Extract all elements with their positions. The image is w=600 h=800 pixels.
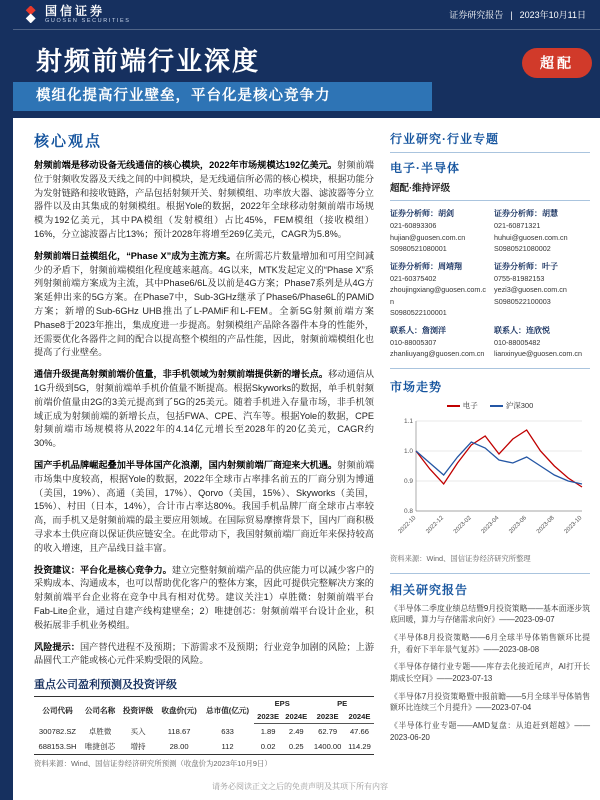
- chart-series-电子: [416, 430, 582, 487]
- analyst-phone: 0755-81982153: [494, 274, 545, 284]
- industry-sector: 电子·半导体: [390, 161, 460, 175]
- analyst-phone: 010-88005482: [494, 338, 541, 348]
- analyst-cert: S0980521080001: [390, 243, 447, 253]
- analyst-role-name: 证券分析师：胡慧: [494, 209, 558, 218]
- table-header-row: [34, 697, 374, 711]
- analyst-phone: 021-60893306: [390, 221, 437, 231]
- title-block: [0, 30, 600, 118]
- analysts-grid: [390, 208, 590, 369]
- table-cell: 增持: [119, 739, 157, 755]
- chart-x-tick-label: 2022-10: [397, 514, 418, 535]
- table-year-header-cell: 2023E: [254, 710, 282, 724]
- table-cell: 买入: [130, 726, 146, 736]
- legend-dash: [447, 405, 460, 407]
- related-list: [390, 603, 590, 744]
- table-header-cell: 公司代码: [34, 697, 81, 724]
- analyst-role-name: 联系人：连欣悦: [494, 325, 550, 335]
- industry-category: 行业研究·行业专题: [390, 130, 590, 153]
- table-cell: 688153.SH: [34, 739, 81, 755]
- table-cell: 0.02: [254, 739, 282, 755]
- analyst-email: zhanliuyang@guosen.com.cn: [390, 349, 485, 359]
- legend-dash: [490, 405, 503, 407]
- table-cell: 62.79: [318, 726, 338, 736]
- related-report-item: 《半导体7月投资策略暨中报前瞻——5月全球半导体销售额环比连续三个月提升》——2023-07-04: [390, 691, 590, 713]
- related-report-item: 《半导体存储行业专题——库存去化接近尾声，AI打开长期成长空间》——2023-07-13: [390, 662, 590, 684]
- chart-source-note: 资料来源：Wind、国信证券经济研究所整理: [390, 553, 531, 563]
- chart-y-tick-label: 0.8: [403, 507, 413, 515]
- table-year-header-cell: 2024E: [282, 710, 310, 724]
- analyst-phone: 021-60871321: [494, 221, 541, 231]
- report-paragraph: 风险提示：国产替代进程不及预期；下游需求不及预期；行业竞争加剧的风险；上游晶圆代工产能或核心元件采购受限的风险。: [34, 641, 375, 666]
- table-cell: 28.00: [157, 739, 201, 755]
- analyst-role-name: 证券分析师：叶子: [494, 261, 558, 271]
- analyst-email: yezi3@guosen.com.cn: [494, 285, 567, 295]
- chart-y-tick-label: 1.0: [403, 447, 413, 455]
- analyst-entry: [390, 208, 486, 254]
- analyst-role-name: 证券分析师：周靖翔: [390, 261, 462, 271]
- paragraph-lead: 射频前端日益模组化，“Phase X”成为主流方案。: [34, 250, 236, 261]
- content: [0, 118, 600, 769]
- table-cell: 112: [201, 739, 254, 755]
- chart-y-tick-label: 1.1: [403, 417, 413, 425]
- chart-x-tick-label: 2023-10: [563, 514, 584, 535]
- table-cell: 1.89: [260, 726, 276, 736]
- analyst-entry: [494, 261, 590, 318]
- rating-badge: 超配: [522, 48, 592, 78]
- top-header-bar: [0, 0, 600, 30]
- table-cell: 47.66: [349, 726, 369, 736]
- related-reports-heading: 相关研究报告: [390, 573, 590, 598]
- paragraph-lead: 国产手机品牌崛起叠加半导体国产化浪潮，国内射频前端厂商迎来大机遇。: [34, 459, 338, 470]
- analyst-entry: [494, 325, 590, 360]
- market-chart-svg: [390, 413, 588, 547]
- chart-x-tick-label: 2023-06: [508, 514, 529, 535]
- meta-separator: |: [510, 9, 513, 20]
- analyst-email: zhoujingxiang@guosen.com.cn: [390, 285, 486, 306]
- analyst-email: hujian@guosen.com.cn: [390, 232, 466, 242]
- chart-series-沪深300: [416, 442, 582, 484]
- related-report-item: 《半导体8月投资策略——6月全球半导体销售额环比提升，看好下半年景气复苏》——2023-08-08: [390, 632, 590, 654]
- table-header-cell: 投资评级: [119, 697, 157, 724]
- analyst-role-name: 联系人：詹浏洋: [390, 325, 446, 335]
- sidebar: [390, 130, 590, 769]
- left-accent-strip: [0, 0, 13, 800]
- paragraph-lead: 射频前端是移动设备无线通信的核心模块，2022年市场规模达192亿美元。: [34, 160, 338, 170]
- table-year-header-cell: 2023E: [310, 710, 345, 724]
- table-cell: 114.29: [345, 739, 374, 755]
- guosen-logo-icon: [22, 6, 39, 23]
- rating-line: 超配·维持评级: [390, 180, 590, 201]
- report-paragraph: 国产手机品牌崛起叠加半导体国产化浪潮，国内射频前端厂商迎来大机遇。射频前端市场集中度较高，根据Yole的数据，2022年全球市占率排名前五的厂商分别为博通（美国，19%）、高通（美国，17%）、Qorvo（美国，15%）、Skyworks（美国，15%）、村田（日本，14%），合计市占率达80%。我国手机品牌厂商全球市占率较高，而手机又是射频前端的最主要应用领域。在国际贸易摩擦背景下，国内厂商积极寻求本土供应商以保证供应链安全。在此带动下，我国射频前端厂商近年来保持较高的收入增速，且产品线日益丰富。: [34, 459, 375, 553]
- core-views-heading: 核心观点: [34, 133, 103, 150]
- chart-y-tick-label: 0.9: [403, 477, 413, 485]
- table-row: [34, 724, 374, 739]
- fin-table-body: [34, 724, 374, 755]
- paragraph-lead: 风险提示：: [34, 641, 80, 652]
- brand-text: [45, 5, 131, 25]
- table-cell: 118.67: [167, 726, 191, 736]
- disclaimer-text: 请务必阅读正文之后的免责声明及其项下所有内容: [212, 782, 388, 791]
- table-header-cell: 收盘价(元): [157, 697, 201, 724]
- key-companies-table-title: 重点公司盈利预测及投资评级: [34, 679, 177, 692]
- analyst-cert: S0980521080002: [494, 243, 551, 253]
- report-title: 射频前端行业深度: [36, 46, 261, 76]
- market-trend-heading: 市场走势: [390, 379, 443, 394]
- report-paragraph: 射频前端日益模组化，“Phase X”成为主流方案。在所需芯片数量增加和可用空间减少的矛盾下，射频前端模组化程度越来越高。4G以来，MTK发起定义的“Phase X”系列射频前端方案成为主流，其中Phase6/6L及以前是4G方案；Phase7系列是从4G方案延伸出来的5G方案。在Phase7中，Sub-3GHz继承了Phase6/Phase6L的PAMiD方案；新增的Sub-6GHz UHB推出了L-PAMiF和L-FEM。全新5G射频前端方案Phase8于2023年推出，集成度进一步提高。射频模组产品除各器件本身的性能外，还需要优化各器件之间的配合以提高整个模组的产品性能，因此，射频前端模组化也提高了行业壁垒。: [34, 250, 375, 358]
- report-paragraph: 投资建议：平台化是核心竞争力。建立完整射频前端产品的供应能力可以减少客户的采购成本、沟通成本，也可以帮助优化客户的整体方案，因此可提供完整解决方案的射频前端平台企业将在竞争中具有相对优势。建议关注1）卓胜微：射频前端平台Fab-Lite企业，通过自建产线构建壁垒；2）唯捷创芯：射频前端平台设计企业，积极拓展非手机业务模组。: [34, 564, 375, 630]
- table-cell: 1400.00: [310, 739, 345, 755]
- chart-x-tick-label: 2023-08: [535, 514, 556, 535]
- table-cell: 唯捷创芯: [81, 739, 119, 755]
- table-cell: 2.49: [288, 726, 304, 736]
- key-companies-table: [34, 696, 374, 755]
- analyst-email: huhui@guosen.com.cn: [494, 232, 568, 242]
- report-date: 2023年10月11日: [519, 10, 586, 20]
- table-year-header-cell: 2024E: [345, 710, 374, 724]
- analyst-role-name: 证券分析师：胡剑: [390, 209, 454, 218]
- brand: [22, 5, 131, 25]
- chart-x-tick-label: 2023-02: [452, 514, 473, 535]
- report-paragraph: 射频前端是移动设备无线通信的核心模块，2022年市场规模达192亿美元。射频前端位于射频收发器及天线之间的中间模块，是无线通信所必需的核心模块，根据功能分为发射链路和接收链路，产品包括射频开关、射频模组、功率放大器、滤波器等分立器件以及由其集成的射频模组。根据Yole的数据，2022年全球移动射频前端市场规模为192亿美元，其中PA模组（发射模组）占比45%，FEM模组（接收模组）16%，分立滤波器占比13%；预计2028年将增至269亿美元，CAGR为5.8%。: [34, 160, 374, 239]
- paragraph-lead: 投资建议：平台化是核心竞争力。: [34, 564, 172, 575]
- table-header-cell-pe: PE: [310, 697, 374, 711]
- table-header-cell: 公司名称: [81, 697, 119, 724]
- analyst-phone: 010-88005307: [390, 338, 437, 348]
- table-header-cell: 总市值(亿元): [201, 697, 254, 724]
- analyst-email: lianxinyue@guosen.com.cn: [494, 349, 583, 359]
- report-subtitle-bar: [0, 82, 432, 111]
- chart-x-tick-label: 2022-12: [425, 514, 446, 535]
- core-paragraphs: [34, 159, 374, 668]
- page-footer: [0, 781, 600, 792]
- paragraph-lead: 通信升级提高射频前端价值量，非手机领域为射频前端提供新的增长点。: [34, 369, 329, 380]
- related-report-item: 《半导体二季度业绩总结暨9月投资策略——基本面逐步筑底回暖，算力与存储需求向好》——2023-09-07: [390, 603, 590, 625]
- chart-legend-item: 沪深300: [490, 400, 534, 411]
- analyst-phone: 021-60375402: [390, 274, 437, 284]
- analyst-entry: [390, 325, 486, 360]
- table-cell: 300782.SZ: [38, 726, 77, 736]
- brand-name: 国信证券: [45, 3, 106, 18]
- related-report-item: 《半导体行业专题——AMD复盘：从追赶到超越》——2023-06-20: [390, 721, 590, 742]
- table-source-note: 资料来源：Wind、国信证券经济研究所预测（收盘价为2023年10月9日）: [34, 758, 272, 768]
- chart-legend: [390, 400, 590, 411]
- table-cell: 633: [221, 726, 234, 736]
- report-subtitle: 模组化提高行业壁垒，平台化是核心竞争力: [36, 88, 331, 104]
- fin-table-head: [34, 697, 374, 724]
- table-cell: 卓胜微: [88, 726, 112, 736]
- table-row: [34, 739, 374, 755]
- report-meta: [449, 8, 586, 21]
- report-type-label: 证券研究报告: [449, 10, 504, 20]
- chart-legend-item: 电子: [447, 400, 478, 411]
- analyst-cert: S0980522100003: [494, 296, 551, 306]
- brand-name-en: GUOSEN SECURITIES: [45, 17, 131, 24]
- analyst-entry: [494, 208, 590, 254]
- table-header-cell-eps: EPS: [254, 697, 310, 711]
- table-cell: 0.25: [282, 739, 310, 755]
- report-paragraph: 通信升级提高射频前端价值量，非手机领域为射频前端提供新的增长点。移动通信从1G升级到5G，射频前端单手机价值量不断提高。根据Skyworks的数据，单手机射频前端价值量由2G的3美元提高到了5G的25美元。随着手机进入存量市场，非手机领域正成为射频前端的新增长点，包括FWA、CPE、汽车等。根据Yole的数据，CPE射频前端市场规模将从2022年的4.14亿元增长至2028年的20亿美元，CAGR约30%。: [34, 369, 375, 449]
- analyst-entry: [390, 261, 486, 318]
- main-column: [34, 130, 374, 769]
- chart-x-tick-label: 2023-04: [480, 514, 501, 535]
- analyst-cert: S0980522100001: [390, 307, 447, 317]
